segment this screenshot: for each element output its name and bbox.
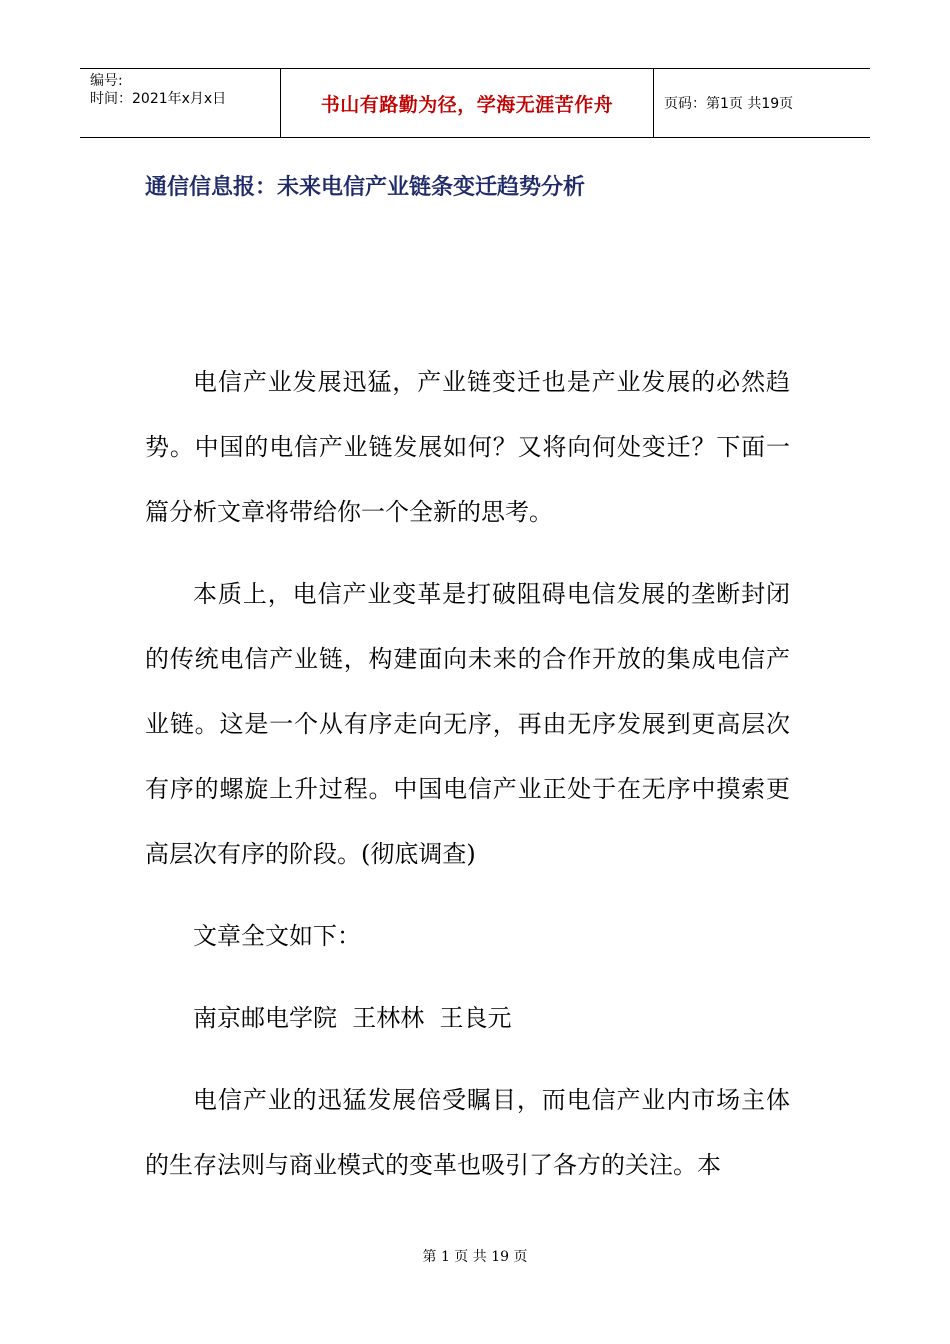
page-info: 页码：第1页 共19页 <box>664 96 794 112</box>
page-footer: 第 1 页 共 19 页 <box>422 1249 528 1265</box>
header-motto-cell <box>281 69 654 137</box>
document-body <box>145 350 790 1215</box>
author-line: 南京邮电学院 王林林 王良元 <box>193 1004 512 1032</box>
paragraph: 电信产业的迅猛发展倍受瞩目，而电信产业内市场主体的生存法则与商业模式的变革也吸引了各方的关注。本 <box>145 1086 790 1179</box>
paragraph: 电信产业发展迅猛，产业链变迁也是产业发展的必然趋势。中国的电信产业链发展如何？又将向何处变迁？下面一篇分析文章将带给你一个全新的思考。 <box>145 368 790 526</box>
document-title: 通信信息报：未来电信产业链条变迁趋势分析 <box>145 175 586 200</box>
paragraph: 文章全文如下： <box>193 922 361 950</box>
paragraph: 本质上，电信产业变革是打破阻碍电信发展的垄断封闭的传统电信产业链，构建面向未来的合作开放的集成电信产业链。这是一个从有序走向无序，再由无序发展到更高层次有序的螺旋上升过程。中国电信产业正处于在无序中摸索更高层次有序的阶段。(彻底调查) <box>145 580 790 868</box>
motto-text: 书山有路勤为径，学海无涯苦作舟 <box>320 93 614 116</box>
time-label: 时间：2021年x月x日 <box>90 91 227 107</box>
document-header <box>80 68 870 138</box>
header-meta-cell <box>80 69 281 137</box>
number-label: 编号: <box>90 73 123 89</box>
header-page-cell <box>654 69 870 137</box>
